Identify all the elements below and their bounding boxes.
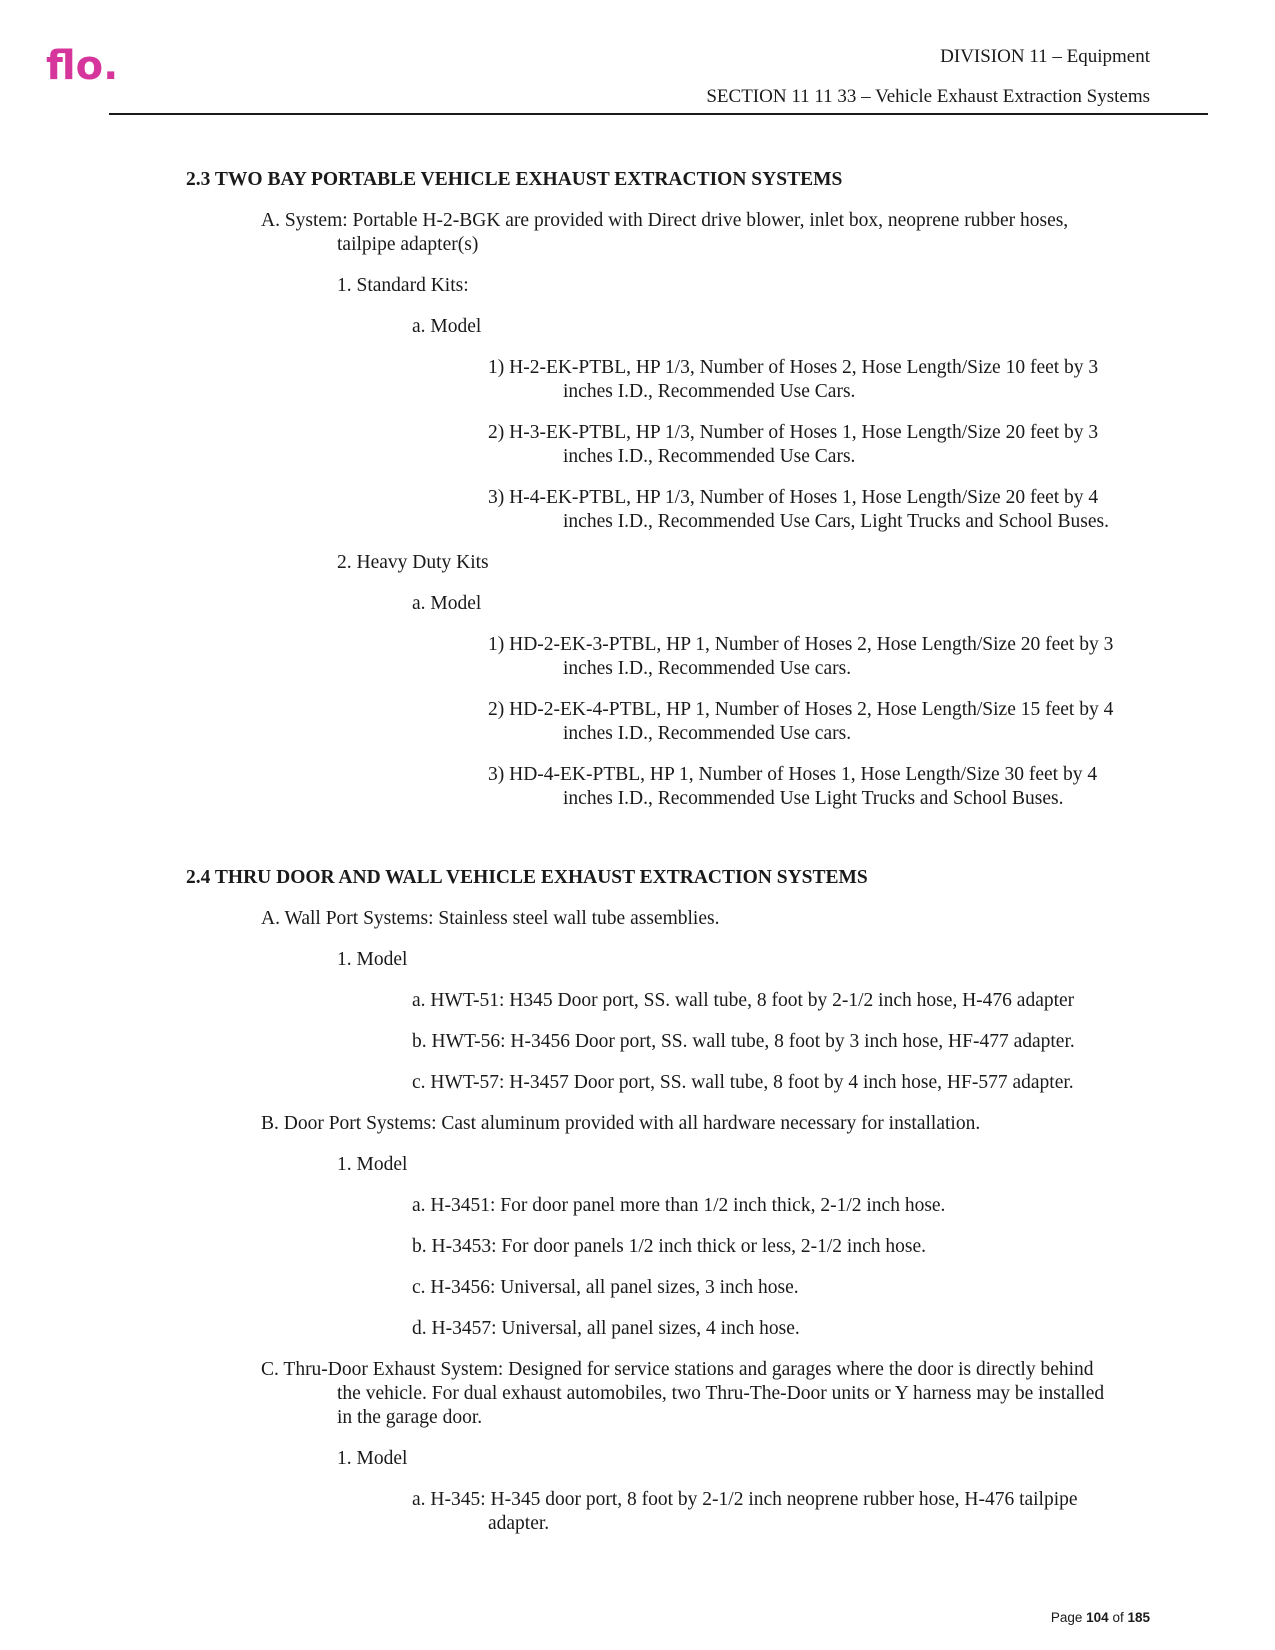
- s23-hd1-line2: inches I.D., Recommended Use cars.: [563, 658, 852, 679]
- s23-hd2-line1: 2) HD-2-EK-4-PTBL, HP 1, Number of Hoses 2, Hose Length/Size 15 feet by 4: [488, 699, 1114, 720]
- flo-logo: [46, 46, 141, 86]
- of-word: of: [1112, 1610, 1124, 1625]
- s23-std3-line2: inches I.D., Recommended Use Cars, Light Trucks and School Buses.: [563, 511, 1109, 532]
- header-division: DIVISION 11 – Equipment: [940, 46, 1150, 67]
- s23-hd3-line2: inches I.D., Recommended Use Light Trucks and School Buses.: [563, 788, 1064, 809]
- s24-b-item-b: b. H-3453: For door panels 1/2 inch thick or less, 2-1/2 inch hose.: [412, 1236, 926, 1257]
- s23-item-a-line1: A. System: Portable H-2-BGK are provided with Direct drive blower, inlet box, neoprene rubber hoses,: [261, 210, 1069, 231]
- s23-hd2-line2: inches I.D., Recommended Use cars.: [563, 723, 852, 744]
- logo-text: flo.: [46, 46, 119, 86]
- s24-b-model: 1. Model: [337, 1154, 408, 1175]
- s24-a-item-c: c. HWT-57: H-3457 Door port, SS. wall tube, 8 foot by 4 inch hose, HF-577 adapter.: [412, 1072, 1074, 1093]
- s24-item-b: B. Door Port Systems: Cast aluminum provided with all hardware necessary for installation.: [261, 1113, 981, 1134]
- page-word: Page: [1050, 1610, 1083, 1625]
- s24-item-c-line3: in the garage door.: [337, 1407, 483, 1428]
- s24-item-a: A. Wall Port Systems: Stainless steel wall tube assemblies.: [261, 908, 720, 929]
- section-2-3-heading: 2.3 TWO BAY PORTABLE VEHICLE EXHAUST EXTRACTION SYSTEMS: [186, 169, 843, 190]
- s23-hd1-line1: 1) HD-2-EK-3-PTBL, HP 1, Number of Hoses 2, Hose Length/Size 20 feet by 3: [488, 634, 1114, 655]
- s23-std2-line2: inches I.D., Recommended Use Cars.: [563, 446, 856, 467]
- s24-item-c-line2: the vehicle. For dual exhaust automobiles, two Thru-The-Door units or Y harness may be installed: [337, 1383, 1105, 1404]
- s23-item-a-line2: tailpipe adapter(s): [337, 234, 479, 255]
- page-total: 185: [1127, 1610, 1150, 1625]
- section-2-4-heading: 2.4 THRU DOOR AND WALL VEHICLE EXHAUST EXTRACTION SYSTEMS: [186, 867, 868, 888]
- s24-a-model: 1. Model: [337, 949, 408, 970]
- s23-standard-kits: 1. Standard Kits:: [337, 275, 469, 296]
- s24-a-item-b: b. HWT-56: H-3456 Door port, SS. wall tube, 8 foot by 3 inch hose, HF-477 adapter.: [412, 1031, 1075, 1052]
- page-number: [1051, 1610, 1150, 1625]
- s23-hd-model: a. Model: [412, 593, 482, 614]
- s23-std2-line1: 2) H-3-EK-PTBL, HP 1/3, Number of Hoses 1, Hose Length/Size 20 feet by 3: [488, 422, 1099, 443]
- s24-a-item-a: a. HWT-51: H345 Door port, SS. wall tube, 8 foot by 2-1/2 inch hose, H-476 adapter: [412, 990, 1075, 1011]
- s23-std1-line2: inches I.D., Recommended Use Cars.: [563, 381, 856, 402]
- s23-heavy-duty-kits: 2. Heavy Duty Kits: [337, 552, 489, 573]
- s24-item-c-line1: C. Thru-Door Exhaust System: Designed for service stations and garages where the door is directly behind: [261, 1359, 1094, 1380]
- s24-c-item-a-line2: adapter.: [488, 1513, 550, 1534]
- s24-b-item-c: c. H-3456: Universal, all panel sizes, 3 inch hose.: [412, 1277, 799, 1298]
- s24-b-item-a: a. H-3451: For door panel more than 1/2 inch thick, 2-1/2 inch hose.: [412, 1195, 946, 1216]
- s24-b-item-d: d. H-3457: Universal, all panel sizes, 4 inch hose.: [412, 1318, 800, 1339]
- s23-hd3-line1: 3) HD-4-EK-PTBL, HP 1, Number of Hoses 1, Hose Length/Size 30 feet by 4: [488, 764, 1098, 785]
- s24-c-model: 1. Model: [337, 1448, 408, 1469]
- s23-std1-line1: 1) H-2-EK-PTBL, HP 1/3, Number of Hoses 2, Hose Length/Size 10 feet by 3: [488, 357, 1099, 378]
- s23-standard-model: a. Model: [412, 316, 482, 337]
- page-current: 104: [1086, 1610, 1109, 1625]
- s23-std3-line1: 3) H-4-EK-PTBL, HP 1/3, Number of Hoses 1, Hose Length/Size 20 feet by 4: [488, 487, 1099, 508]
- header-section: SECTION 11 11 33 – Vehicle Exhaust Extraction Systems: [706, 86, 1150, 107]
- s24-c-item-a-line1: a. H-345: H-345 door port, 8 foot by 2-1/2 inch neoprene rubber hose, H-476 tailpipe: [412, 1489, 1078, 1510]
- header-rule: [109, 113, 1208, 115]
